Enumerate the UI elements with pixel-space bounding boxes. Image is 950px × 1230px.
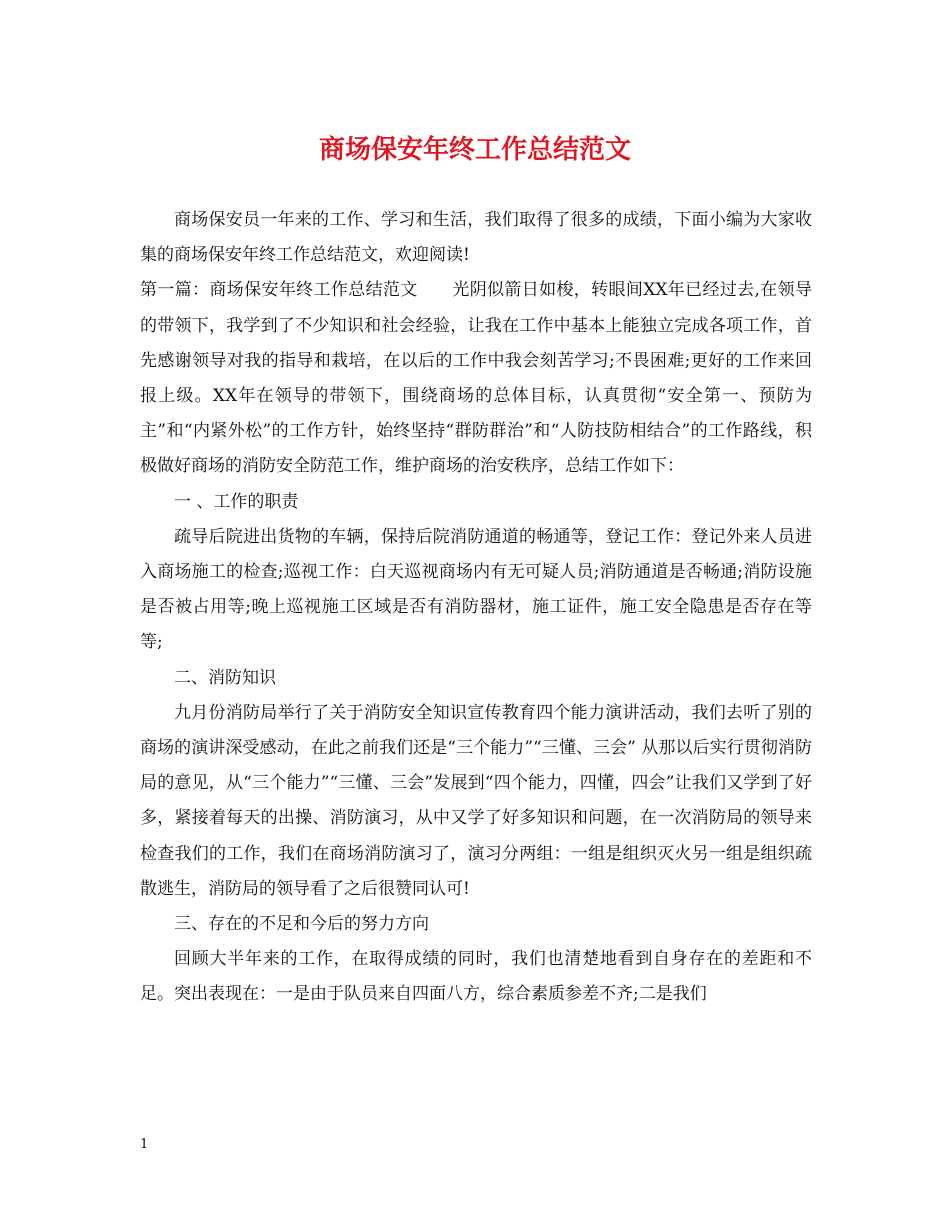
document-body bbox=[140, 203, 812, 1013]
paragraph: 疏导后院进出货物的车辆，保持后院消防通道的畅通等，登记工作：登记外来人员进入商场施工的检查;巡视工作：白天巡视商场内有无可疑人员;消防通道是否畅通;消防设施是否被占用等;晚上巡视施工区域是否有消防器材，施工证件，施工安全隐患是否存在等等; bbox=[140, 526, 812, 653]
paragraph: 回顾大半年来的工作，在取得成绩的同时，我们也清楚地看到自身存在的差距和不足。突出表现在：一是由于队员来自四面八方，综合素质参差不齐;二是我们 bbox=[140, 949, 812, 1005]
paragraph: 商场保安员一年来的工作、学习和生活，我们取得了很多的成绩，下面小编为大家收集的商场保安年终工作总结范文，欢迎阅读! bbox=[140, 210, 812, 266]
page-number: 1 bbox=[140, 1137, 149, 1152]
section-heading: 三、存在的不足和今后的努力方向 bbox=[174, 914, 429, 935]
section-heading: 一 、工作的职责 bbox=[174, 491, 299, 512]
paragraph: 九月份消防局举行了关于消防安全知识宣传教育四个能力演讲活动，我们去听了别的商场的演讲深受感动，在此之前我们还是“三个能力”“三懂、三会” 从那以后实行贯彻消防局的意见，从“三个能力”“三懂、三会”发展到“四个能力，四懂，四会”让我们又学到了好多，紧接着每天的出操、消防演习，从中又学了好多知识和问题，在一次消防局的领导来检查我们的工作，我们在商场消防演习了，演习分两组：一组是组织灭火另一组是组织疏散逃生，消防局的领导看了之后很赞同认可! bbox=[140, 702, 812, 899]
document-title: 商场保安年终工作总结范文 bbox=[318, 135, 631, 165]
section-heading: 二、消防知识 bbox=[174, 667, 276, 688]
paragraph: 第一篇：商场保安年终工作总结范文 光阴似箭日如梭，转眼间XX年已经过去,在领导的带领下，我学到了不少知识和社会经验，让我在工作中基本上能独立完成各项工作，首先感谢领导对我的指导和栽培，在以后的工作中我会刻苦学习;不畏困难;更好的工作来回报上级。XX年在领导的带领下，围绕商场的总体目标，认真贯彻“安全第一、预防为主”和“内紧外松”的工作方针，始终坚持“群防群治”和“人防技防相结合”的工作路线，积极做好商场的消防安全防范工作，维护商场的治安秩序，总结工作如下： bbox=[140, 280, 812, 477]
